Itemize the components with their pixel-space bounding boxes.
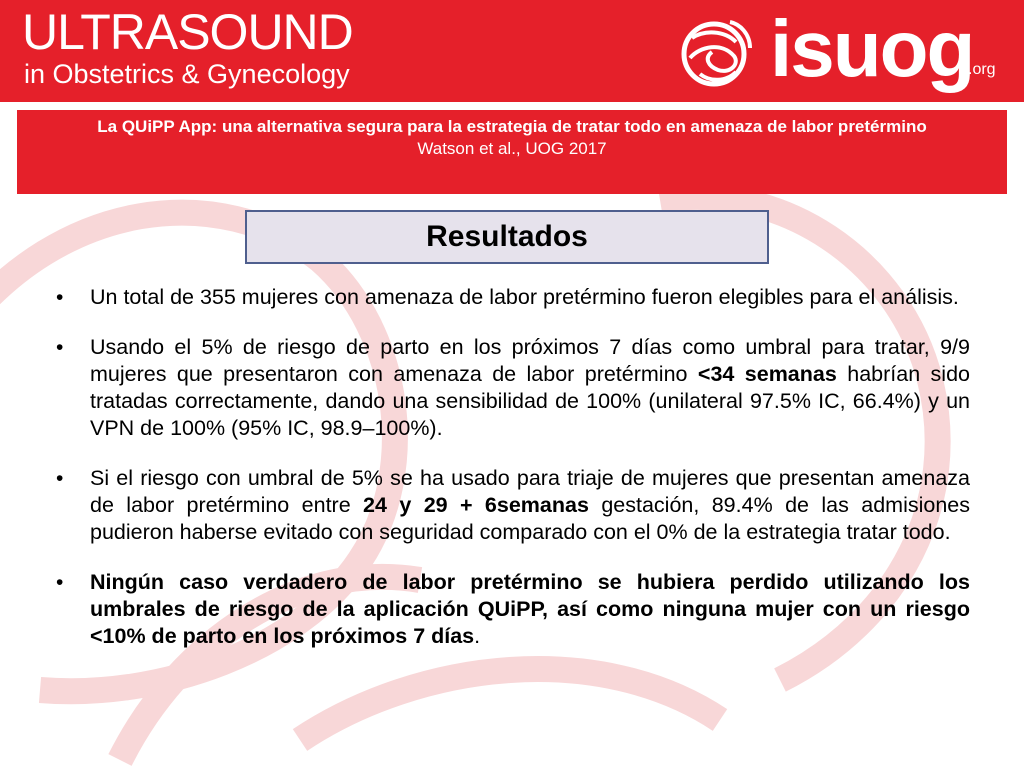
bullet-text-bold: <34 semanas [697,362,837,386]
bullet-text: gestación, 89.4% de las admisiones pudieron haberse evitado con seguridad comparado con el 0% de la estrategia tratar todo. [90,493,970,544]
article-title: La QUiPP App: una alternativa segura para la estrategia de tratar todo en amenaza de labor pretérmino [97,117,927,136]
bullet-text: habrían sido tratadas correctamente, dando una sensibilidad de 100% (unilateral 97.5% IC, 66.4%) y un VPN de 100% (95% IC, 98.9–100%). [90,362,970,440]
article-banner [17,110,1007,194]
bullet-marker: • [56,286,64,309]
bullet-text: Usando el 5% de riesgo de parto en los próximos 7 días como umbral para tratar, 9/9 mujeres que presentaron con amenaza de labor pretérmino [90,335,970,386]
section-heading-box [245,210,769,264]
list-item [50,465,970,546]
bullet-text: Si el riesgo con umbral de 5% se ha usado para triaje de mujeres que presentan amenaza de labor pretérmino entre [90,466,970,517]
bullet-marker: • [56,467,64,490]
journal-title: ULTRASOUND [22,4,353,60]
isuog-logo [670,4,1010,98]
bullet-marker: • [56,571,64,594]
list-item [50,334,970,442]
header-divider [0,102,1024,104]
bullet-text-bold: 24 y 29 + 6semanas [363,493,589,517]
isuog-globe-logo-icon [670,8,766,98]
bullet-text: Un total de 355 mujeres con amenaza de labor pretérmino fueron elegibles para el análisis. [90,285,959,309]
journal-header [0,0,1024,102]
results-list [50,284,970,673]
logo-suffix: .org [968,61,996,78]
decoration-arc [300,669,720,740]
article-citation: Watson et al., UOG 2017 [417,139,607,158]
bullet-text-bold: Ningún caso verdadero de labor pretérmino se hubiera perdido utilizando los umbrales de riesgo de la aplicación QUiPP, así como ninguna mujer con un riesgo <10% de parto en los próximos 7 días [90,570,970,648]
list-item [50,284,970,311]
bullet-text: . [474,624,481,648]
list-item [50,569,970,650]
journal-subtitle: in Obstetrics & Gynecology [24,59,350,89]
logo-wordmark: isuog [770,4,974,93]
bullet-marker: • [56,336,64,359]
section-title: Resultados [426,220,588,253]
